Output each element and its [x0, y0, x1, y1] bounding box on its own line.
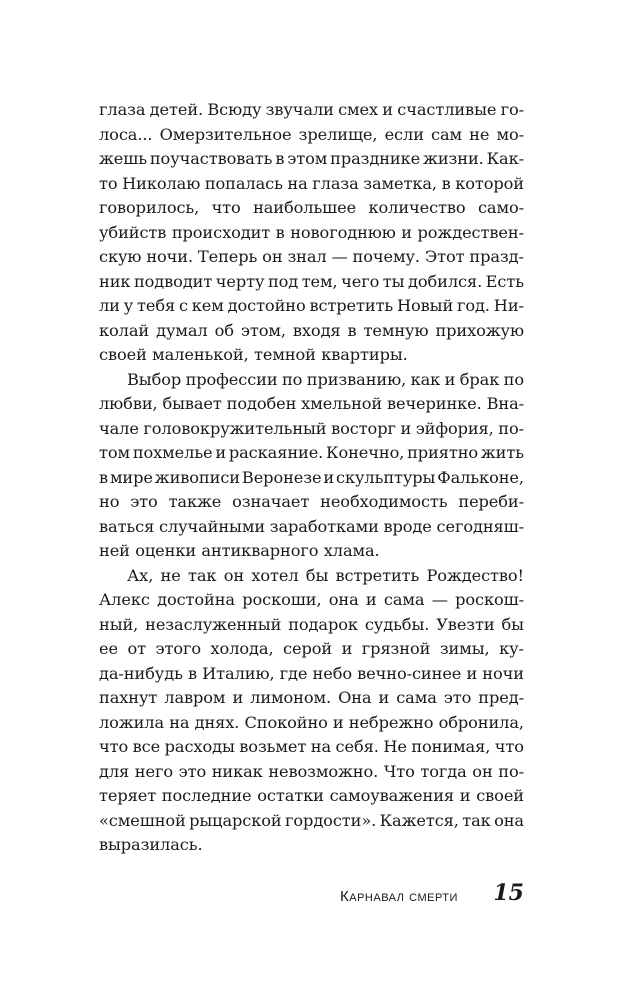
text-line: любви, бывает подобен хмельной вечеринке. Вна-	[99, 394, 524, 413]
text-line: убийств происходит в новогоднюю и рождествен-	[99, 222, 524, 242]
text-line: говорилось, что наибольшее количество само-	[99, 198, 524, 217]
text-line: том похмелье и раскаяние. Конечно, приятно жить	[99, 443, 524, 462]
text-line: ее от этого холода, серой и грязной зимы, ку-	[99, 639, 524, 658]
text-line: жешь поучаствовать в этом празднике жизни. Как-	[99, 149, 524, 168]
text-line: то Николаю попалась на глаза заметка, в которой	[99, 173, 524, 193]
text-line: ложила на днях. Спокойно и небрежно обронила,	[99, 712, 524, 732]
page-footer	[340, 880, 524, 914]
text-line: лоса... Омерзительное зрелище, если сам не мо-	[99, 124, 524, 144]
text-line: что все расходы возьмет на себя. Не понимая, что	[99, 737, 524, 756]
text-line: теряет последние остатки самоуважения и своей	[99, 786, 524, 805]
text-line: «смешной рыцарской гордости». Кажется, так она	[99, 810, 524, 830]
text-line: своей маленькой, темной квартиры.	[99, 345, 408, 364]
text-line: Выбор профессии по призванию, как и брак по	[127, 369, 524, 389]
text-line: но это также означает необходимость переби-	[99, 492, 524, 511]
text-line: ваться случайными заработками вроде сегодняш-	[99, 516, 524, 536]
page-number: 15	[493, 880, 524, 906]
text-line: ный, незаслуженный подарок судьбы. Увезти бы	[99, 614, 524, 634]
running-title: Карнавал смерти	[340, 888, 458, 905]
text-line: для него это никак невозможно. Что тогда он по-	[99, 761, 524, 781]
paragraph	[99, 368, 524, 564]
text-line: колай думал об этом, входя в темную прихожую	[99, 320, 524, 340]
text-line: скую ночи. Теперь он знал — почему. Этот празд-	[99, 247, 524, 266]
text-line: ней оценки антикварного хлама.	[99, 541, 380, 560]
text-line: глаза детей. Всюду звучали смех и счастливые го-	[99, 100, 524, 119]
text-line: в мире живописи Веронезе и скульптуры Фальконе,	[99, 467, 524, 487]
text-line: Ах, не так он хотел бы встретить Рождество!	[127, 565, 524, 585]
text-line: Алекс достойна роскоши, она и сама — роскош-	[99, 590, 524, 609]
text-line: выразилась.	[99, 835, 203, 854]
paragraph	[99, 564, 524, 858]
body-text	[99, 98, 524, 858]
text-line: пахнут лавром и лимоном. Она и сама это пред-	[99, 688, 524, 707]
text-line: чале головокружительный восторг и эйфория, по-	[99, 418, 524, 438]
text-line: ли у тебя с кем достойно встретить Новый год. Ни-	[99, 296, 524, 315]
text-line: ник подводит черту под тем, чего ты добился. Есть	[99, 271, 524, 291]
text-line: да-нибудь в Италию, где небо вечно-синее и ночи	[99, 663, 524, 683]
paragraph	[99, 98, 524, 368]
